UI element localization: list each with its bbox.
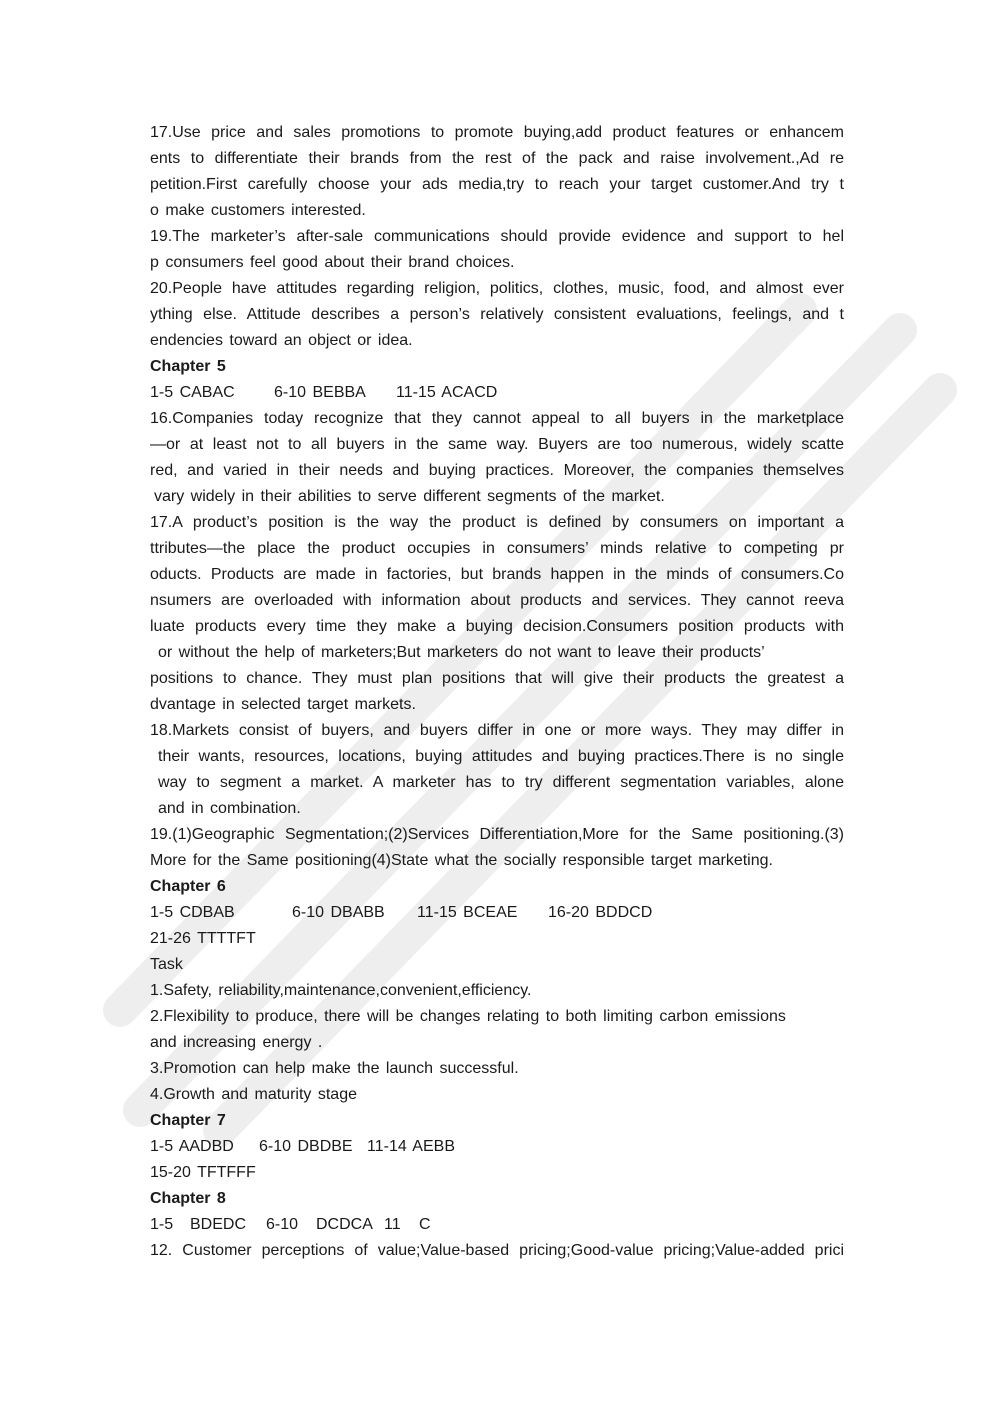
text-line: 18.Markets consist of buyers, and buyers differ in one or more ways. They may differ in	[150, 722, 844, 739]
text-line: or without the help of marketers;But marketers do not want to leave their products’	[158, 644, 765, 661]
chapter-7-heading: Chapter 7	[150, 1112, 226, 1129]
answer-group: 6-10 DBABB	[292, 904, 385, 921]
text-line: nsumers are overloaded with information about products and services. They cannot reeva	[150, 592, 844, 609]
chapter-5-answers	[150, 380, 844, 406]
text-line: 19.(1)Geographic Segmentation;(2)Services Differentiation,More for the Same positioning.(3)	[150, 826, 844, 843]
text-line: red, and varied in their needs and buying practices. Moreover, the companies themselves	[150, 462, 844, 479]
task-line: 2.Flexibility to produce, there will be changes relating to both limiting carbon emissions	[150, 1008, 786, 1025]
text-line: ttributes—the place the product occupies in consumers’ minds relative to competing pr	[150, 540, 844, 557]
text-line: luate products every time they make a buying decision.Consumers position products with	[150, 618, 844, 635]
text-line: —or at least not to all buyers in the same way. Buyers are too numerous, widely scatte	[150, 436, 844, 453]
answer-group: 11-14 AEBB	[367, 1138, 455, 1155]
text-line: 17.Use price and sales promotions to promote buying,add product features or enhancem	[150, 124, 844, 141]
answer-label: 6-10	[266, 1216, 299, 1233]
answer-group: 16-20 BDDCD	[548, 904, 653, 921]
text-line: 17.A product’s position is the way the product is defined by consumers on important a	[150, 514, 844, 531]
task-line: 4.Growth and maturity stage	[150, 1086, 357, 1103]
answer-group: 1-5 AADBD	[150, 1138, 234, 1155]
answer-label: 11	[384, 1216, 401, 1233]
text-line: o make customers interested.	[150, 202, 366, 219]
answer-group: 6-10 BEBBA	[274, 384, 366, 401]
answer-group: 1-5 CABAC	[150, 384, 235, 401]
text-line: way to segment a market. A marketer has to try different segmentation variables, alone	[158, 774, 844, 791]
chapter-8-answers	[150, 1212, 844, 1238]
text-line: positions to chance. They must plan positions that will give their products the greatest a	[150, 670, 844, 687]
task-line: and increasing energy .	[150, 1034, 323, 1051]
answer-group: DCDCA	[316, 1216, 373, 1233]
text-line: petition.First carefully choose your ads media,try to reach your target customer.And try t	[150, 176, 844, 193]
chapter-5-heading: Chapter 5	[150, 358, 226, 375]
answer-label: 1-5	[150, 1216, 174, 1233]
answer-group: 11-15 BCEAE	[417, 904, 518, 921]
text-line: endencies toward an object or idea.	[150, 332, 413, 349]
chapter-7-answers-extra: 15-20 TFTFFF	[150, 1164, 256, 1181]
answer-group: C	[419, 1216, 431, 1233]
task-heading: Task	[150, 956, 183, 973]
text-line: 12. Customer perceptions of value;Value-based pricing;Good-value pricing;Value-added prici	[150, 1242, 844, 1259]
text-line: ents to differentiate their brands from the rest of the pack and raise involvement.,Ad re	[150, 150, 844, 167]
chapter-6-heading: Chapter 6	[150, 878, 226, 895]
chapter-8-heading: Chapter 8	[150, 1190, 226, 1207]
answer-key-page	[150, 120, 844, 1264]
answer-group: 6-10 DBDBE	[259, 1138, 353, 1155]
answer-group: BDEDC	[190, 1216, 247, 1233]
text-line: 19.The marketer’s after-sale communications should provide evidence and support to hel	[150, 228, 844, 245]
text-line: their wants, resources, locations, buying attitudes and buying practices.There is no single	[158, 748, 844, 765]
chapter-6-answers-extra: 21-26 TTTTFT	[150, 930, 256, 947]
text-line: oducts. Products are made in factories, but brands happen in the minds of consumers.Co	[150, 566, 844, 583]
task-line: 1.Safety, reliability,maintenance,convenient,efficiency.	[150, 982, 532, 999]
answer-group: 11-15 ACACD	[396, 384, 498, 401]
chapter-6-answers	[150, 900, 844, 926]
text-line: More for the Same positioning(4)State what the socially responsible target marketing.	[150, 852, 773, 869]
text-line: dvantage in selected target markets.	[150, 696, 416, 713]
text-line: and in combination.	[158, 800, 301, 817]
text-line: ything else. Attitude describes a person’s relatively consistent evaluations, feelings, and t	[150, 306, 844, 323]
answer-group: 1-5 CDBAB	[150, 904, 235, 921]
text-line: 20.People have attitudes regarding religion, politics, clothes, music, food, and almost ever	[150, 280, 844, 297]
task-line: 3.Promotion can help make the launch successful.	[150, 1060, 519, 1077]
text-line: p consumers feel good about their brand choices.	[150, 254, 515, 271]
chapter-7-answers	[150, 1134, 844, 1160]
text-line: 16.Companies today recognize that they cannot appeal to all buyers in the marketplace	[150, 410, 844, 427]
text-line: vary widely in their abilities to serve different segments of the market.	[154, 488, 665, 505]
